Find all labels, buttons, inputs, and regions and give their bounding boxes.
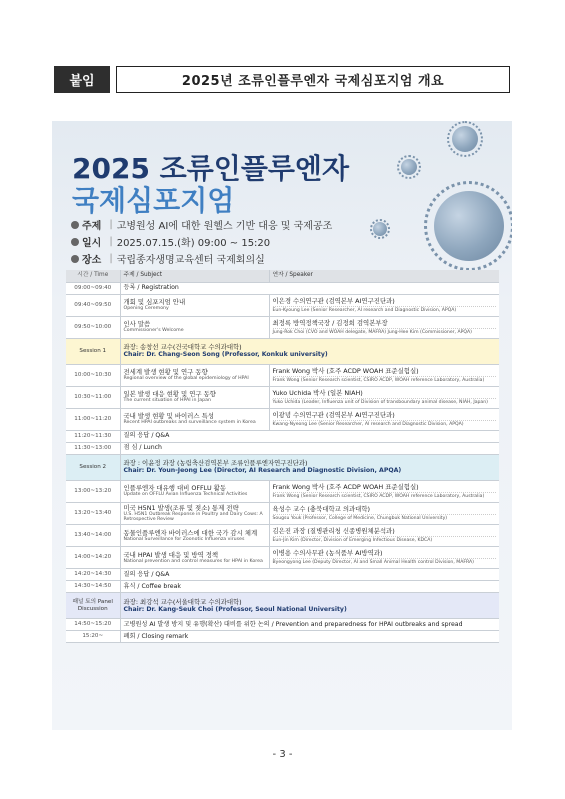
time-cell: 10:00~10:30 <box>66 364 120 386</box>
table-row <box>66 294 499 316</box>
speaker-english: Yuko Uchida (Leader, Influenza unit of Division of transboundary animal disease, NIAH, Japan) <box>272 399 488 405</box>
program-item: 폐회 / Closing remark <box>120 631 499 643</box>
time-cell: 14:00~14:20 <box>66 547 120 569</box>
info-date: 일시 | 2025.07.15.(화) 09:00 ~ 15:20 <box>71 234 270 249</box>
subject-english: The current situation of HPAI in Japan <box>123 398 211 404</box>
subject-cell <box>120 294 269 316</box>
speaker-english: Eun-Jin Kim (Director, Division of Emerging Infectious Disease, KDCA) <box>272 538 433 544</box>
subject-cell <box>120 547 269 569</box>
table-row <box>66 619 499 631</box>
chair-korean: 좌장: 송창선 교수(건국대학교 수의과대학) <box>123 343 242 352</box>
subject-korean: 미국 H5N1 발생(조류 및 젖소) 통제 전략 <box>123 503 239 512</box>
table-row <box>66 364 499 386</box>
poster-title-line1: 2025 조류인플루엔자 <box>72 152 350 185</box>
subject-cell <box>120 408 269 430</box>
table-row <box>66 430 499 442</box>
session-row <box>66 593 499 619</box>
time-cell: 10:30~11:00 <box>66 386 120 408</box>
speaker-cell <box>269 386 499 408</box>
attachment-title: 2025년 조류인플루엔자 국제심포지엄 개요 <box>116 66 510 93</box>
virus-icon <box>370 219 390 239</box>
subject-cell <box>120 386 269 408</box>
table-row <box>66 316 499 338</box>
table-row <box>66 631 499 643</box>
time-cell: 13:40~14:00 <box>66 525 120 547</box>
time-cell: 13:00~13:20 <box>66 480 120 502</box>
speaker-english: Byeongyong Lee (Deputy Director, AI and Small Animal Health control Division, MAFRA) <box>272 560 474 566</box>
speaker-korean: 이광녕 수의연구관 (검역본부 AI연구진단과) <box>273 411 497 421</box>
subject-english: Regional overview of the global epidemiology of HPAI <box>123 376 249 382</box>
time-cell: 11:20~11:30 <box>66 430 120 442</box>
header-subject: 주제 / Subject <box>120 270 269 282</box>
chair-english: Chair: Dr. Kang-Seuk Choi (Professor, Seoul National University) <box>123 605 347 613</box>
table-row <box>66 569 499 581</box>
chair-korean: 좌장: 최강석 교수(서울대학교 수의과대학) <box>123 597 242 606</box>
speaker-cell <box>269 408 499 430</box>
time-cell: 11:30~13:00 <box>66 442 120 454</box>
speaker-korean: 김은진 과장 (질병관리청 신종병원체분석과) <box>273 527 497 537</box>
table-row <box>66 547 499 569</box>
virus-icon <box>397 155 421 179</box>
attachment-badge: 붙임 <box>54 66 110 93</box>
speaker-korean: 최정록 방역정책국장 / 김정희 검역본부장 <box>273 319 497 329</box>
symposium-poster <box>52 121 512 730</box>
poster-title-line2: 국제심포지엄 <box>72 184 235 217</box>
subject-korean: 동물인플루엔자 바이러스에 대한 국가 감시 체계 <box>123 528 258 537</box>
time-cell: 15:20~ <box>66 631 120 643</box>
info-topic: 주제 | 고병원성 AI에 대한 원헬스 기반 대응 및 국제공조 <box>71 217 332 232</box>
speaker-cell <box>269 316 499 338</box>
program-item: 점 심 / Lunch <box>120 442 499 454</box>
table-row <box>66 581 499 593</box>
speaker-korean: Frank Wong 박사 (호주 ACDP WOAH 표준실험실) <box>273 483 497 493</box>
table-row <box>66 525 499 547</box>
speaker-korean: 이은경 수의연구관 (검역본부 AI연구진단과) <box>273 297 497 307</box>
time-cell: 11:00~11:20 <box>66 408 120 430</box>
subject-cell <box>120 525 269 547</box>
subject-english: Opening Ceremony <box>123 306 169 312</box>
table-row <box>66 480 499 502</box>
time-cell: 13:20~13:40 <box>66 502 120 525</box>
subject-cell <box>120 316 269 338</box>
chair-cell <box>120 593 499 619</box>
chair-english: Chair: Dr. Chang-Seon Song (Professor, Konkuk university) <box>123 351 328 359</box>
speaker-korean: 이병용 수의사무관 (농식품부 AI방역과) <box>273 549 497 559</box>
bullet-icon <box>71 221 79 229</box>
subject-english: Recent HPAI outbreaks and surveillance system in Korea <box>123 420 256 426</box>
time-cell: 09:50~10:00 <box>66 316 120 338</box>
chair-korean: 좌장 : 이윤정 과장 (농림축산검역본부 조류인플루엔자연구진단과) <box>123 459 308 468</box>
session-row <box>66 454 499 480</box>
speaker-english: Eun-Kyoung Lee (Senior Researcher, AI research and Diagnostic Division, APQA) <box>272 307 457 313</box>
subject-korean: 국내 HPAI 발생 대응 및 방역 정책 <box>123 550 219 559</box>
speaker-cell <box>269 547 499 569</box>
session-row <box>66 338 499 364</box>
speaker-korean: Yuko Uchida 박사 (일본 NIAH) <box>273 389 497 399</box>
program-item: 고병원성 AI 발생 방지 및 유행(확산) 대비를 위한 논의 / Prevention and preparedness for HPAI outbreaks and spread <box>120 619 499 631</box>
subject-english: Update on OFFLU Avian Influenza Technical Activities <box>123 492 248 498</box>
header-time: 시간 / Time <box>66 270 120 282</box>
speaker-english: Frank Wong (Senior Research scientist, CSIRO ACDP, WOAH reference Laboratory, Australia) <box>272 377 485 383</box>
speaker-cell <box>269 502 499 525</box>
subject-english: National Surveillance for Zoonotic Influenza viruses <box>123 536 245 542</box>
program-item: 질의 응답 / Q&A <box>120 430 499 442</box>
table-row <box>66 502 499 525</box>
page-number: - 3 - <box>272 749 293 760</box>
speaker-cell <box>269 364 499 386</box>
program-item: 등록 / Registration <box>120 282 499 294</box>
time-cell: 09:40~09:50 <box>66 294 120 316</box>
subject-cell <box>120 480 269 502</box>
chair-cell <box>120 338 499 364</box>
program-item: 휴식 / Coffee break <box>120 581 499 593</box>
time-cell: 14:20~14:30 <box>66 569 120 581</box>
header-speaker: 연자 / Speaker <box>269 270 499 282</box>
time-cell: Session 2 <box>66 454 120 480</box>
subject-korean: 국내 발생 현황 및 바이러스 특성 <box>123 412 214 421</box>
info-venue: 장소 | 국립종자생명교육센터 국제회의실 <box>71 251 265 266</box>
speaker-korean: Frank Wong 박사 (호주 ACDP WOAH 표준실험실) <box>273 367 497 377</box>
subject-english: National prevention and control measures for HPAI in Korea <box>123 558 263 564</box>
subject-english: U.S. H5N1 Outbreak Response in Poultry and Dairy Cows: A Retrospective Review <box>123 511 263 523</box>
virus-icon <box>447 121 483 157</box>
time-cell: Session 1 <box>66 338 120 364</box>
table-header-row <box>66 270 499 282</box>
subject-english: Commissioner's Welcome <box>123 328 184 334</box>
attachment-header <box>54 66 510 93</box>
bullet-icon <box>71 238 79 246</box>
subject-korean: 개회 및 심포지엄 안내 <box>123 298 186 307</box>
speaker-cell <box>269 525 499 547</box>
speaker-cell <box>269 480 499 502</box>
table-row <box>66 386 499 408</box>
time-cell: 14:50~15:20 <box>66 619 120 631</box>
table-row <box>66 408 499 430</box>
speaker-korean: 육성수 교수 (충북대학교 의과대학) <box>273 505 497 515</box>
speaker-cell <box>269 294 499 316</box>
time-cell: 패널 토의 Panel Discussion <box>66 593 120 619</box>
program-item: 질의 응답 / Q&A <box>120 569 499 581</box>
subject-cell <box>120 502 269 525</box>
subject-korean: 전세계 발생 현황 및 연구 동향 <box>123 368 208 377</box>
speaker-english: Sougsu Youk (Professor, College of Medicine, Chungbuk National University) <box>272 516 448 521</box>
chair-english: Chair: Dr. Youn-Jeong Lee (Director, AI Research and Diagnostic Division, APQA) <box>123 467 402 475</box>
table-row <box>66 442 499 454</box>
chair-cell <box>120 454 499 480</box>
subject-korean: 인플루엔자 대유행 대비 OFFLU 활동 <box>123 484 227 493</box>
subject-korean: 일본 발생 대응 현황 및 연구 동향 <box>123 390 216 399</box>
speaker-english: Frank Wong (Senior Research scientist, CSIRO ACDP, WOAH reference Laboratory, Australia) <box>272 493 485 499</box>
subject-cell <box>120 364 269 386</box>
time-cell: 09:00~09:40 <box>66 282 120 294</box>
subject-korean: 인사 말씀 <box>123 320 151 329</box>
time-cell: 14:30~14:50 <box>66 581 120 593</box>
table-row <box>66 282 499 294</box>
program-table <box>66 270 499 643</box>
bullet-icon <box>71 255 79 263</box>
virus-icon <box>424 181 512 271</box>
speaker-english: Kwang-Nyeong Lee (Senior Researcher, AI research and Diagnostic Division, APQA) <box>272 421 464 427</box>
speaker-english: Jung-Rok Choi (CVO and WOAH delegate, MAFRA) Jung-Hee Kim (Commissioner, APQA) <box>272 329 472 335</box>
